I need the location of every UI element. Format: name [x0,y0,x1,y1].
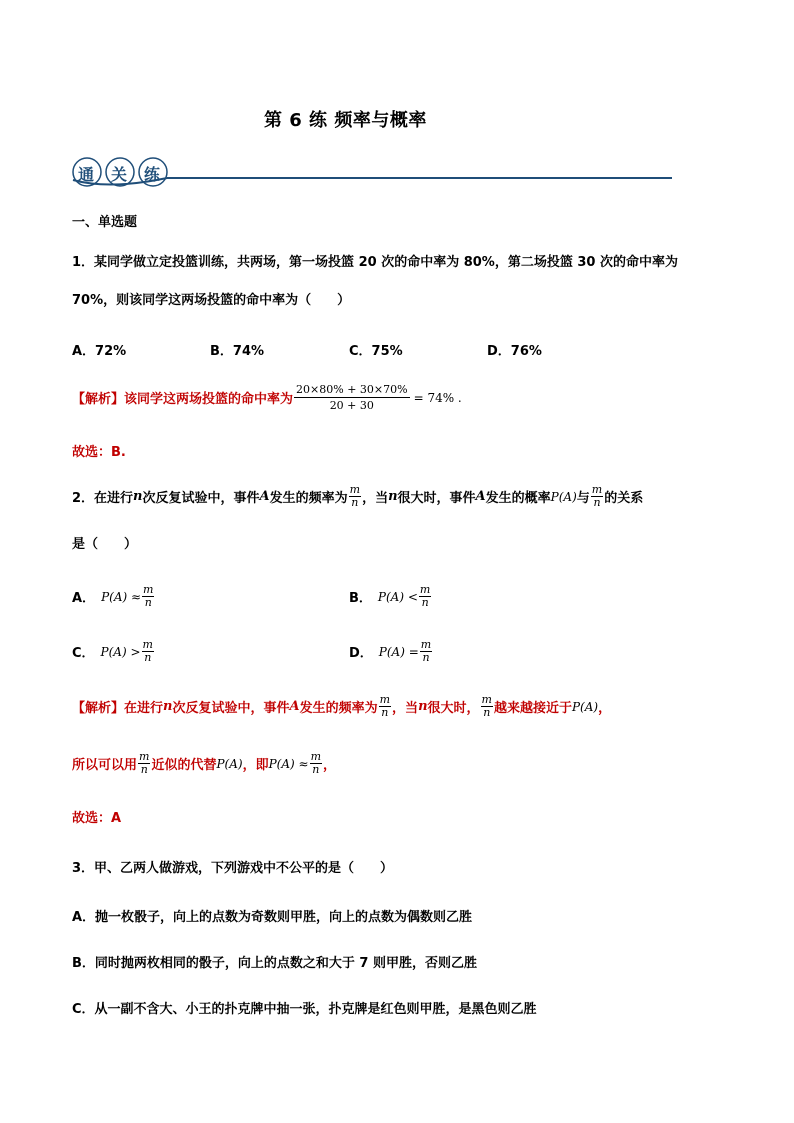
q2-option-d [349,639,433,664]
q2-text: 的关系 [604,491,644,506]
fraction-m-over-n [481,694,493,719]
q2-analysis-text: ，即 [242,758,269,773]
option-label: A． [72,591,96,606]
q1-stem-line2: 70%，则该同学这两场投篮的命中率为（ ） [72,293,351,308]
option-math: P(A) ≈ [101,589,142,604]
q1-option-a: A．72% [72,344,127,359]
var-n: n [133,489,143,504]
fraction-m-over-n [310,751,322,776]
frac-den: n [144,651,152,664]
page-title: 第 6 练 频率与概率 [264,110,427,131]
analysis-label: 【解析】 [72,392,125,407]
frac-num: m [139,750,150,763]
var-n: n [388,489,398,504]
fraction-m-over-n [591,484,603,509]
section-heading: 一、单选题 [72,215,138,230]
q2-stem-line1 [72,484,643,509]
frac-num: m [420,638,432,651]
frac-den: n [593,496,601,509]
q2-text: 发生的频率为 [269,491,348,506]
fraction-m-over-n [379,694,391,719]
q2-analysis-text: 所以可以用 [72,758,138,773]
frac-den: n [144,596,152,609]
option-label: B． [349,591,372,606]
q2-analysis-text: ， [598,701,612,716]
header-rule [167,177,672,179]
var-a: A [475,489,486,504]
option-label: D． [349,646,373,661]
q2-text: 与 [576,491,590,506]
var-a: A [259,489,270,504]
badge-char-1: 通 [78,165,95,184]
var-a: A [289,699,300,714]
q1-analysis [72,382,462,413]
q2-analysis-line2 [72,751,336,776]
q3-stem: 3．甲、乙两人做游戏，下列游戏中不公平的是（ ） [72,861,394,876]
q2-text: 发生的概率 [485,491,551,506]
frac-den: n [422,651,430,664]
frac-den: n [312,763,320,776]
q3-option-c: C．从一副不含大、小王的扑克牌中抽一张，扑克牌是红色则甲胜，是黑色则乙胜 [72,1002,537,1017]
q2-option-a [72,584,155,609]
frac-num: m [310,750,322,763]
q2-analysis-line1 [72,694,611,719]
q2-analysis-text: 次反复试验中，事件 [172,701,290,716]
q2-analysis-text: 近似的代替 [151,758,217,773]
badge-char-3: 练 [144,165,161,184]
frac-num: m [379,693,391,706]
q2-analysis-text: 发生的频率为 [299,701,378,716]
q1-fraction-denominator: 20 + 30 [329,399,374,412]
frac-num: m [419,583,431,596]
q1-fraction-numerator: 20×80% + 30×70% [296,383,408,396]
var-n: n [418,699,428,714]
option-label: C． [72,646,95,661]
q2-analysis-text: ，当 [392,701,419,716]
prob-pa: P(A) [571,699,599,714]
q1-analysis-text: 该同学这两场投篮的命中率为 [124,392,294,407]
var-n: n [163,699,173,714]
fraction-m-over-n [142,639,154,664]
frac-den: n [351,496,359,509]
q1-option-b: B．74% [210,344,265,359]
frac-num: m [591,483,603,496]
q2-text: 2．在进行 [72,491,134,506]
frac-num: m [142,638,153,651]
option-math: P(A) = [378,644,419,659]
frac-num: m [349,483,361,496]
prob-pa: P(A) [550,489,577,504]
q2-analysis-text: ， [323,758,337,773]
q2-analysis-text: 很大时， [427,701,480,716]
q2-text: 很大时，事件 [397,491,476,506]
fraction-m-over-n [419,584,431,609]
q1-stem-line1: 1．某同学做立定投篮训练，共两场，第一场投篮 20 次的命中率为 80%，第二场投篮 30 次的命中率为 [72,255,678,270]
q2-text: 次反复试验中，事件 [142,491,260,506]
q2-option-c [72,639,155,664]
prob-pa: P(A) [216,756,243,771]
frac-den: n [421,596,429,609]
q2-option-b [349,584,432,609]
q1-option-d: D．76% [487,344,542,359]
q3-option-b: B．同时抛两枚相同的骰子，向上的点数之和大于 7 则甲胜，否则乙胜 [72,956,478,971]
frac-den: n [381,706,389,719]
approx-expr: P(A) ≈ [268,756,309,771]
frac-den: n [483,706,491,719]
q1-answer: 故选：B. [72,445,126,460]
analysis-label: 【解析】 [72,701,125,716]
frac-num: m [481,693,492,706]
badge-char-2: 关 [111,165,128,184]
q3-option-a: A．抛一枚骰子，向上的点数为奇数则甲胜，向上的点数为偶数则乙胜 [72,910,473,925]
q2-analysis-text: 越来越接近于 [493,701,572,716]
q1-fraction [294,382,410,413]
q1-result: = 74% . [413,390,462,405]
q2-stem-line2: 是（ ） [72,537,138,552]
fraction-m-over-n [420,639,432,664]
q2-analysis-text: 在进行 [124,701,164,716]
q2-text: ，当 [362,491,389,506]
q2-answer: 故选：A [72,811,122,826]
frac-num: m [143,583,154,596]
fraction-m-over-n [138,751,150,776]
option-math: P(A) < [377,589,418,604]
option-math: P(A) > [100,644,141,659]
frac-den: n [140,763,148,776]
fraction-m-over-n [349,484,361,509]
q1-option-c: C．75% [349,344,403,359]
fraction-m-over-n [142,584,154,609]
